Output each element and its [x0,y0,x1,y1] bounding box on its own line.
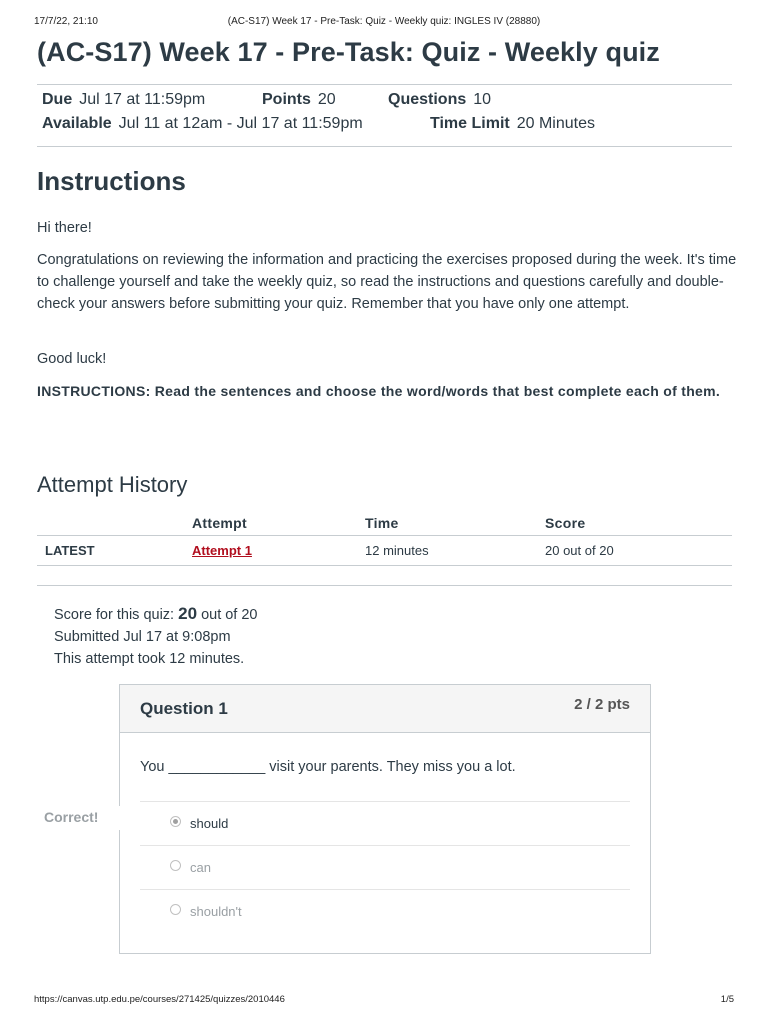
column-header-score: Score [545,515,586,531]
row-label-latest: LATEST [45,543,95,558]
print-url: https://canvas.utp.edu.pe/courses/271425/quizzes/2010446 [34,994,285,1005]
score-prefix: Score for this quiz: [54,607,175,623]
quiz-points [262,91,336,109]
print-page-number: 1/5 [720,994,734,1005]
questions-label: Questions [388,91,467,108]
attempt-score: 20 out of 20 [545,543,614,558]
attempt-1-link[interactable]: Attempt 1 [192,543,252,558]
attempt-history-heading: Attempt History [37,472,188,497]
radio-icon[interactable] [170,860,181,871]
answer-label: shouldn't [190,904,242,919]
question-header [120,685,650,733]
page-title: (AC-S17) Week 17 - Pre-Task: Quiz - Weekly quiz [37,37,660,67]
divider [37,146,732,147]
column-header-attempt: Attempt [192,515,247,531]
instructions-greeting: Hi there! [37,220,92,236]
radio-selected-icon[interactable] [170,816,181,827]
divider [37,84,732,85]
available-value: Jul 11 at 12am - Jul 17 at 11:59pm [118,115,363,132]
time-limit-value: 20 Minutes [516,115,595,132]
print-footer [34,994,734,1008]
table-row [37,536,732,566]
submitted-text: Submitted Jul 17 at 9:08pm [54,629,231,645]
due-label: Due [42,91,73,108]
column-header-time: Time [365,515,399,531]
attempt-duration-text: This attempt took 12 minutes. [54,651,245,667]
instructions-directive: INSTRUCTIONS: Read the sentences and choose the word/words that best complete each of them. [37,383,721,399]
due-value: Jul 17 at 11:59pm [79,91,206,108]
answer-label: can [190,860,211,875]
question-card [119,684,651,954]
correct-answer-flag [37,806,122,830]
print-doc-title: (AC-S17) Week 17 - Pre-Task: Quiz - Weekly quiz: INGLES IV (28880) [227,16,541,27]
answer-option[interactable] [140,845,630,889]
answer-option[interactable] [140,889,630,933]
divider [37,585,732,586]
question-points: 2 / 2 pts [574,696,630,713]
points-label: Points [262,91,311,108]
points-value: 20 [317,91,336,108]
instructions-body: Congratulations on reviewing the information and practicing the exercises proposed during the week. It's time to challenge yourself and take the weekly quiz, so read the instructions and questions carefully and double-check your answers before submitting your quiz. Remember that you have only one attempt. [37,252,737,312]
time-limit-label: Time Limit [430,115,510,132]
quiz-time-limit [430,115,595,133]
instructions-heading: Instructions [37,166,186,196]
instructions-good-luck: Good luck! [37,351,107,367]
attempt-time: 12 minutes [365,543,429,558]
table-header-row [37,508,732,536]
score-value: 20 [178,604,198,623]
score-suffix: out of 20 [201,607,258,623]
quiz-due [42,91,205,109]
question-title: Question 1 [140,699,228,718]
attempt-history-table [37,508,732,566]
print-datetime: 17/7/22, 21:10 [34,16,98,27]
radio-icon[interactable] [170,904,181,915]
print-header [34,16,734,30]
quiz-available [42,115,363,133]
answer-label: should [190,816,229,831]
answer-option[interactable] [140,801,630,845]
questions-value: 10 [473,91,492,108]
score-line [54,604,258,624]
available-label: Available [42,115,112,132]
quiz-questions [388,91,491,109]
correct-flag-label: Correct! [44,809,99,825]
question-text: You ____________ visit your parents. They miss you a lot. [140,759,516,775]
